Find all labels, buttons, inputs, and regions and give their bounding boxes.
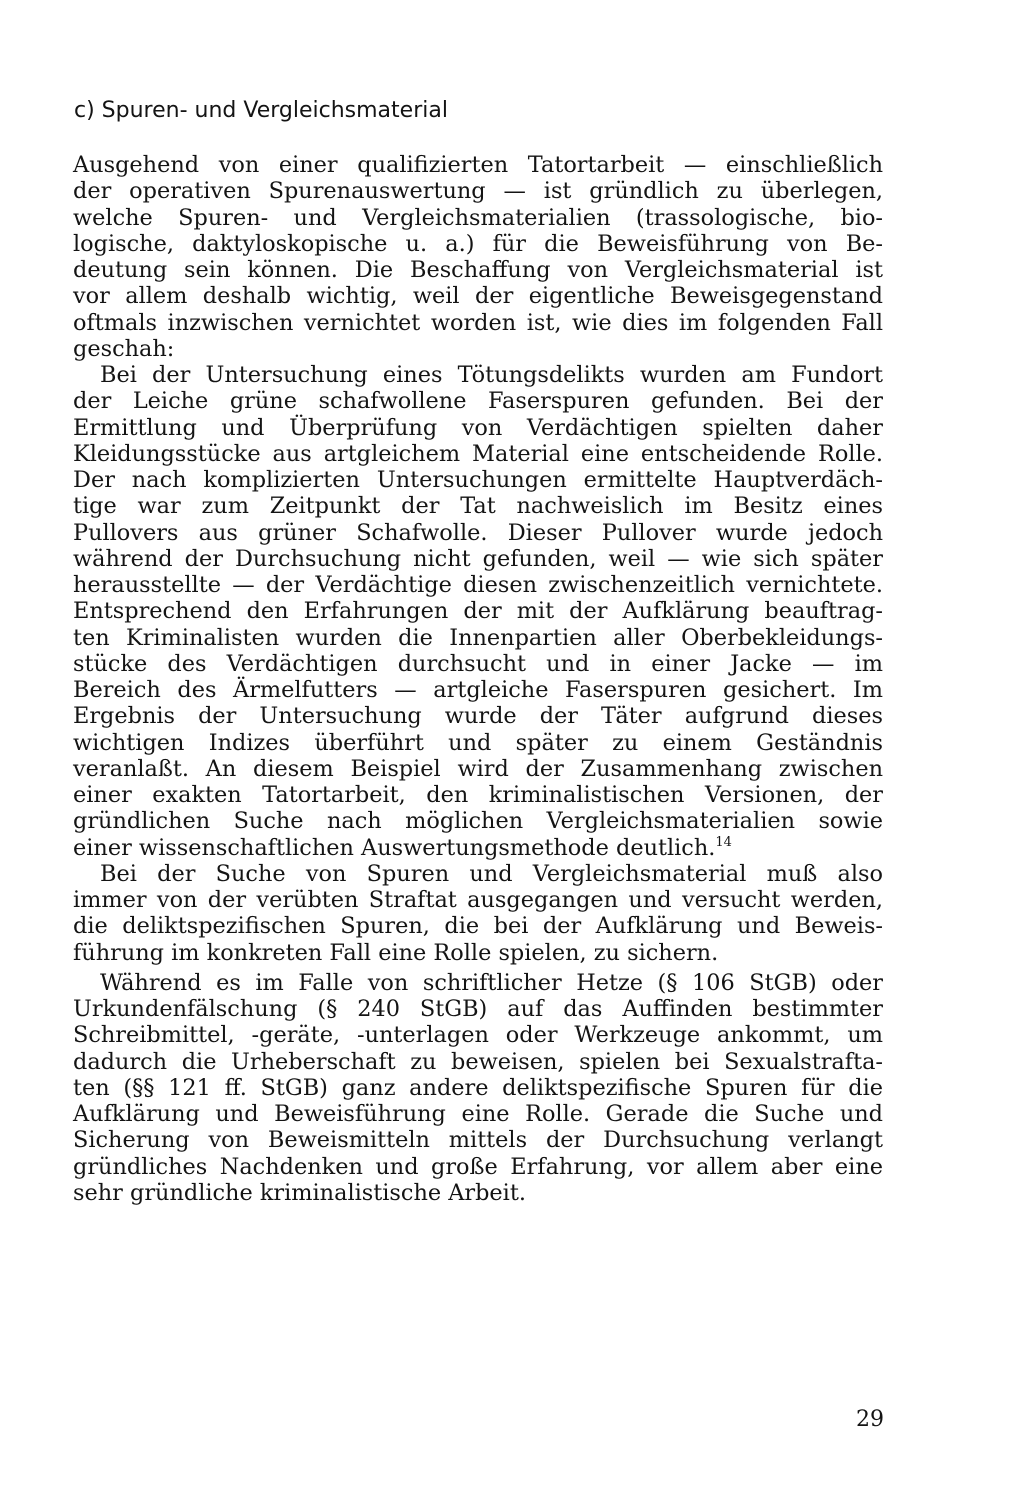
text-line: einer wissenschaftlichen Auswertungsmethode deutlich. bbox=[73, 834, 716, 861]
text-line: Sicherung von Beweismitteln mittels der Durchsuchung verlangt bbox=[73, 1127, 883, 1154]
text-line: sehr gründliche kriminalistische Arbeit. bbox=[73, 1179, 526, 1206]
text-line: Der nach komplizierten Untersuchungen ermittelte Hauptverdäch- bbox=[73, 467, 883, 493]
text-line: stücke des Verdächtigen durchsucht und in einer Jacke — im bbox=[73, 650, 883, 677]
text-line: Aufklärung und Beweisführung eine Rolle. Gerade die Suche und bbox=[73, 1101, 883, 1127]
text-line: logische, daktyloskopische u. a.) für die Beweisführung von Be- bbox=[73, 230, 883, 257]
paragraph-1 bbox=[73, 152, 883, 362]
text-line: Pullovers aus grüner Schafwolle. Dieser Pullover wurde jedoch bbox=[73, 519, 883, 546]
text-line: vor allem deshalb wichtig, weil der eigentliche Beweisgegenstand bbox=[73, 283, 883, 310]
text-line: der Leiche grüne schafwollene Faserspuren gefunden. Bei der bbox=[73, 388, 883, 415]
text-line: Entsprechend den Erfahrungen der mit der Aufklärung beauftrag- bbox=[73, 598, 883, 625]
footnote-reference: 14 bbox=[715, 834, 732, 850]
text-line: Ermittlung und Überprüfung von Verdächtigen spielten daher bbox=[73, 414, 883, 441]
text-line: ten Kriminalisten wurden die Innenpartien aller Oberbekleidungs- bbox=[73, 624, 883, 651]
text-line: Kleidungsstücke aus artgleichem Material eine entscheidende Rolle. bbox=[73, 440, 883, 467]
text-line: Bei der Untersuchung eines Tötungsdelikts wurden am Fundort bbox=[100, 362, 883, 388]
body-text bbox=[73, 152, 883, 1206]
text-line: geschah: bbox=[73, 335, 175, 362]
text-line: immer von der verübten Straftat ausgegangen und versucht werden, bbox=[73, 887, 883, 913]
text-line: tige war zum Zeitpunkt der Tat nachweislich im Besitz eines bbox=[73, 493, 883, 520]
text-line: ten (§§ 121 ff. StGB) ganz andere deliktspezifische Spuren für die bbox=[73, 1074, 883, 1101]
text-line: wichtigen Indizes überführt und später zu einem Geständnis bbox=[73, 729, 883, 756]
text-line: dadurch die Urheberschaft zu beweisen, spielen bei Sexualstrafta- bbox=[73, 1048, 883, 1075]
text-line: Urkundenfälschung (§ 240 StGB) auf das Auffinden bestimmter bbox=[73, 996, 883, 1022]
text-line: Ausgehend von einer qualifizierten Tatortarbeit — einschließlich bbox=[73, 152, 883, 178]
paragraph-2 bbox=[73, 362, 883, 861]
paragraph-4 bbox=[73, 970, 883, 1206]
text-line: Ergebnis der Untersuchung wurde der Täter aufgrund dieses bbox=[73, 703, 883, 730]
text-line: deutung sein können. Die Beschaffung von Vergleichsmaterial ist bbox=[73, 257, 883, 283]
text-line: Schreibmittel, -geräte, -unterlagen oder Werkzeuge ankommt, um bbox=[73, 1022, 883, 1049]
text-line: Während es im Falle von schriftlicher Hetze (§ 106 StGB) oder bbox=[100, 969, 883, 996]
text-line: während der Durchsuchung nicht gefunden, weil — wie sich später bbox=[73, 545, 883, 572]
text-line: einer exakten Tatortarbeit, den kriminalistischen Versionen, der bbox=[73, 782, 883, 808]
text-line: gründliches Nachdenken und große Erfahrung, vor allem aber eine bbox=[73, 1153, 883, 1180]
text-line: führung im konkreten Fall eine Rolle spielen, zu sichern. bbox=[73, 939, 719, 966]
page-number: 29 bbox=[856, 1407, 884, 1432]
text-line: welche Spuren- und Vergleichsmaterialien (trassologische, bio- bbox=[73, 204, 883, 231]
section-heading: c) Spuren- und Vergleichsmaterial bbox=[74, 98, 448, 123]
text-line: gründlichen Suche nach möglichen Vergleichsmaterialien sowie bbox=[73, 808, 883, 835]
text-line: veranlaßt. An diesem Beispiel wird der Zusammenhang zwischen bbox=[73, 755, 883, 782]
text-line: die deliktspezifischen Spuren, die bei der Aufklärung und Beweis- bbox=[73, 913, 883, 940]
paragraph-3 bbox=[73, 861, 883, 966]
text-line: oftmals inzwischen vernichtet worden ist, wie dies im folgenden Fall bbox=[73, 309, 883, 336]
text-line: herausstellte — der Verdächtige diesen zwischenzeitlich vernichtete. bbox=[73, 572, 883, 598]
text-line: Bei der Suche von Spuren und Vergleichsmaterial muß also bbox=[100, 860, 883, 887]
text-line-with-footnote bbox=[73, 835, 883, 861]
text-line: Bereich des Ärmelfutters — artgleiche Faserspuren gesichert. Im bbox=[73, 677, 883, 703]
text-line: der operativen Spurenauswertung — ist gründlich zu überlegen, bbox=[73, 178, 883, 205]
